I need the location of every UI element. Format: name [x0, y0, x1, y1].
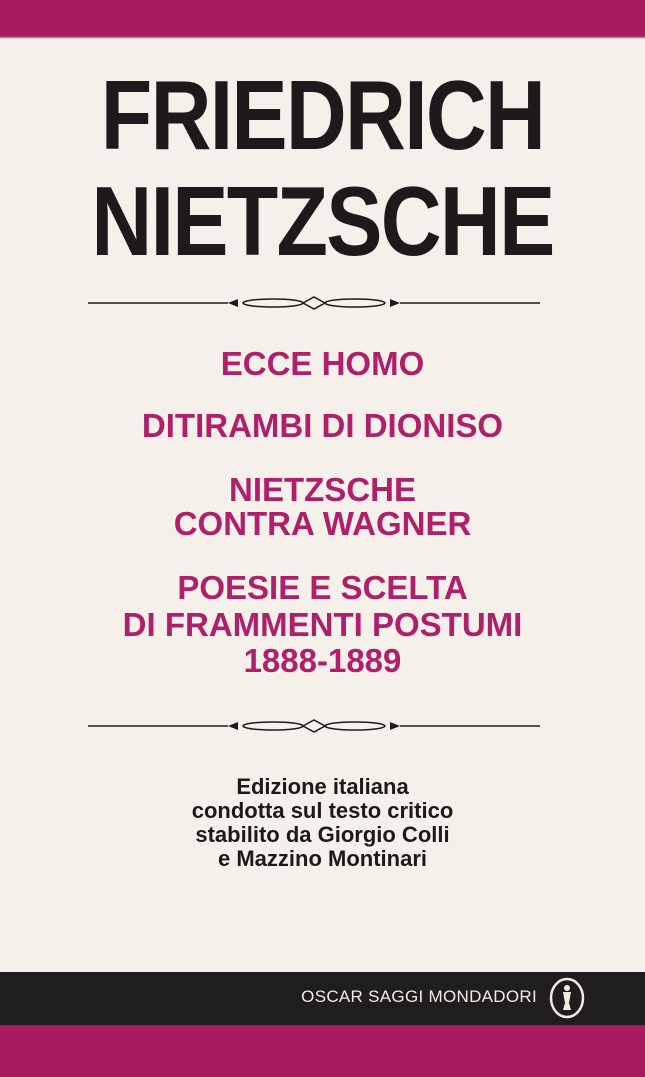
credit-line-2: condotta sul testo critico — [191, 798, 454, 823]
author-first-name: FRIEDRICH — [100, 60, 545, 170]
edition-credit — [120, 775, 525, 871]
series-label: OSCAR SAGGI MONDADORI — [301, 987, 537, 1006]
bottom-magenta-band — [0, 1025, 645, 1077]
ornament-divider-top — [88, 295, 540, 311]
title-ditirambi: DITIRAMBI DI DIONISO — [141, 407, 504, 444]
credit-line-1: Edizione italiana — [236, 774, 409, 799]
top-magenta-band — [0, 0, 645, 36]
mondadori-oscar-logo-icon — [548, 977, 586, 1019]
title-contra-wagner-line2: CONTRA WAGNER — [173, 505, 472, 542]
title-poesie-line2: DI FRAMMENTI POSTUMI — [122, 606, 523, 643]
author-last-name: NIETZSCHE — [91, 166, 554, 276]
ornament-divider-bottom — [88, 718, 540, 734]
title-ecce-homo: ECCE HOMO — [220, 345, 425, 382]
credit-line-4: e Mazzino Montinari — [218, 846, 427, 871]
credit-line-3: stabilito da Giorgio Colli — [195, 822, 450, 847]
title-poesie-line1: POESIE E SCELTA — [177, 569, 468, 606]
title-poesie-years: 1888-1889 — [243, 642, 402, 679]
title-nietzsche-line1: NIETZSCHE — [228, 471, 416, 508]
